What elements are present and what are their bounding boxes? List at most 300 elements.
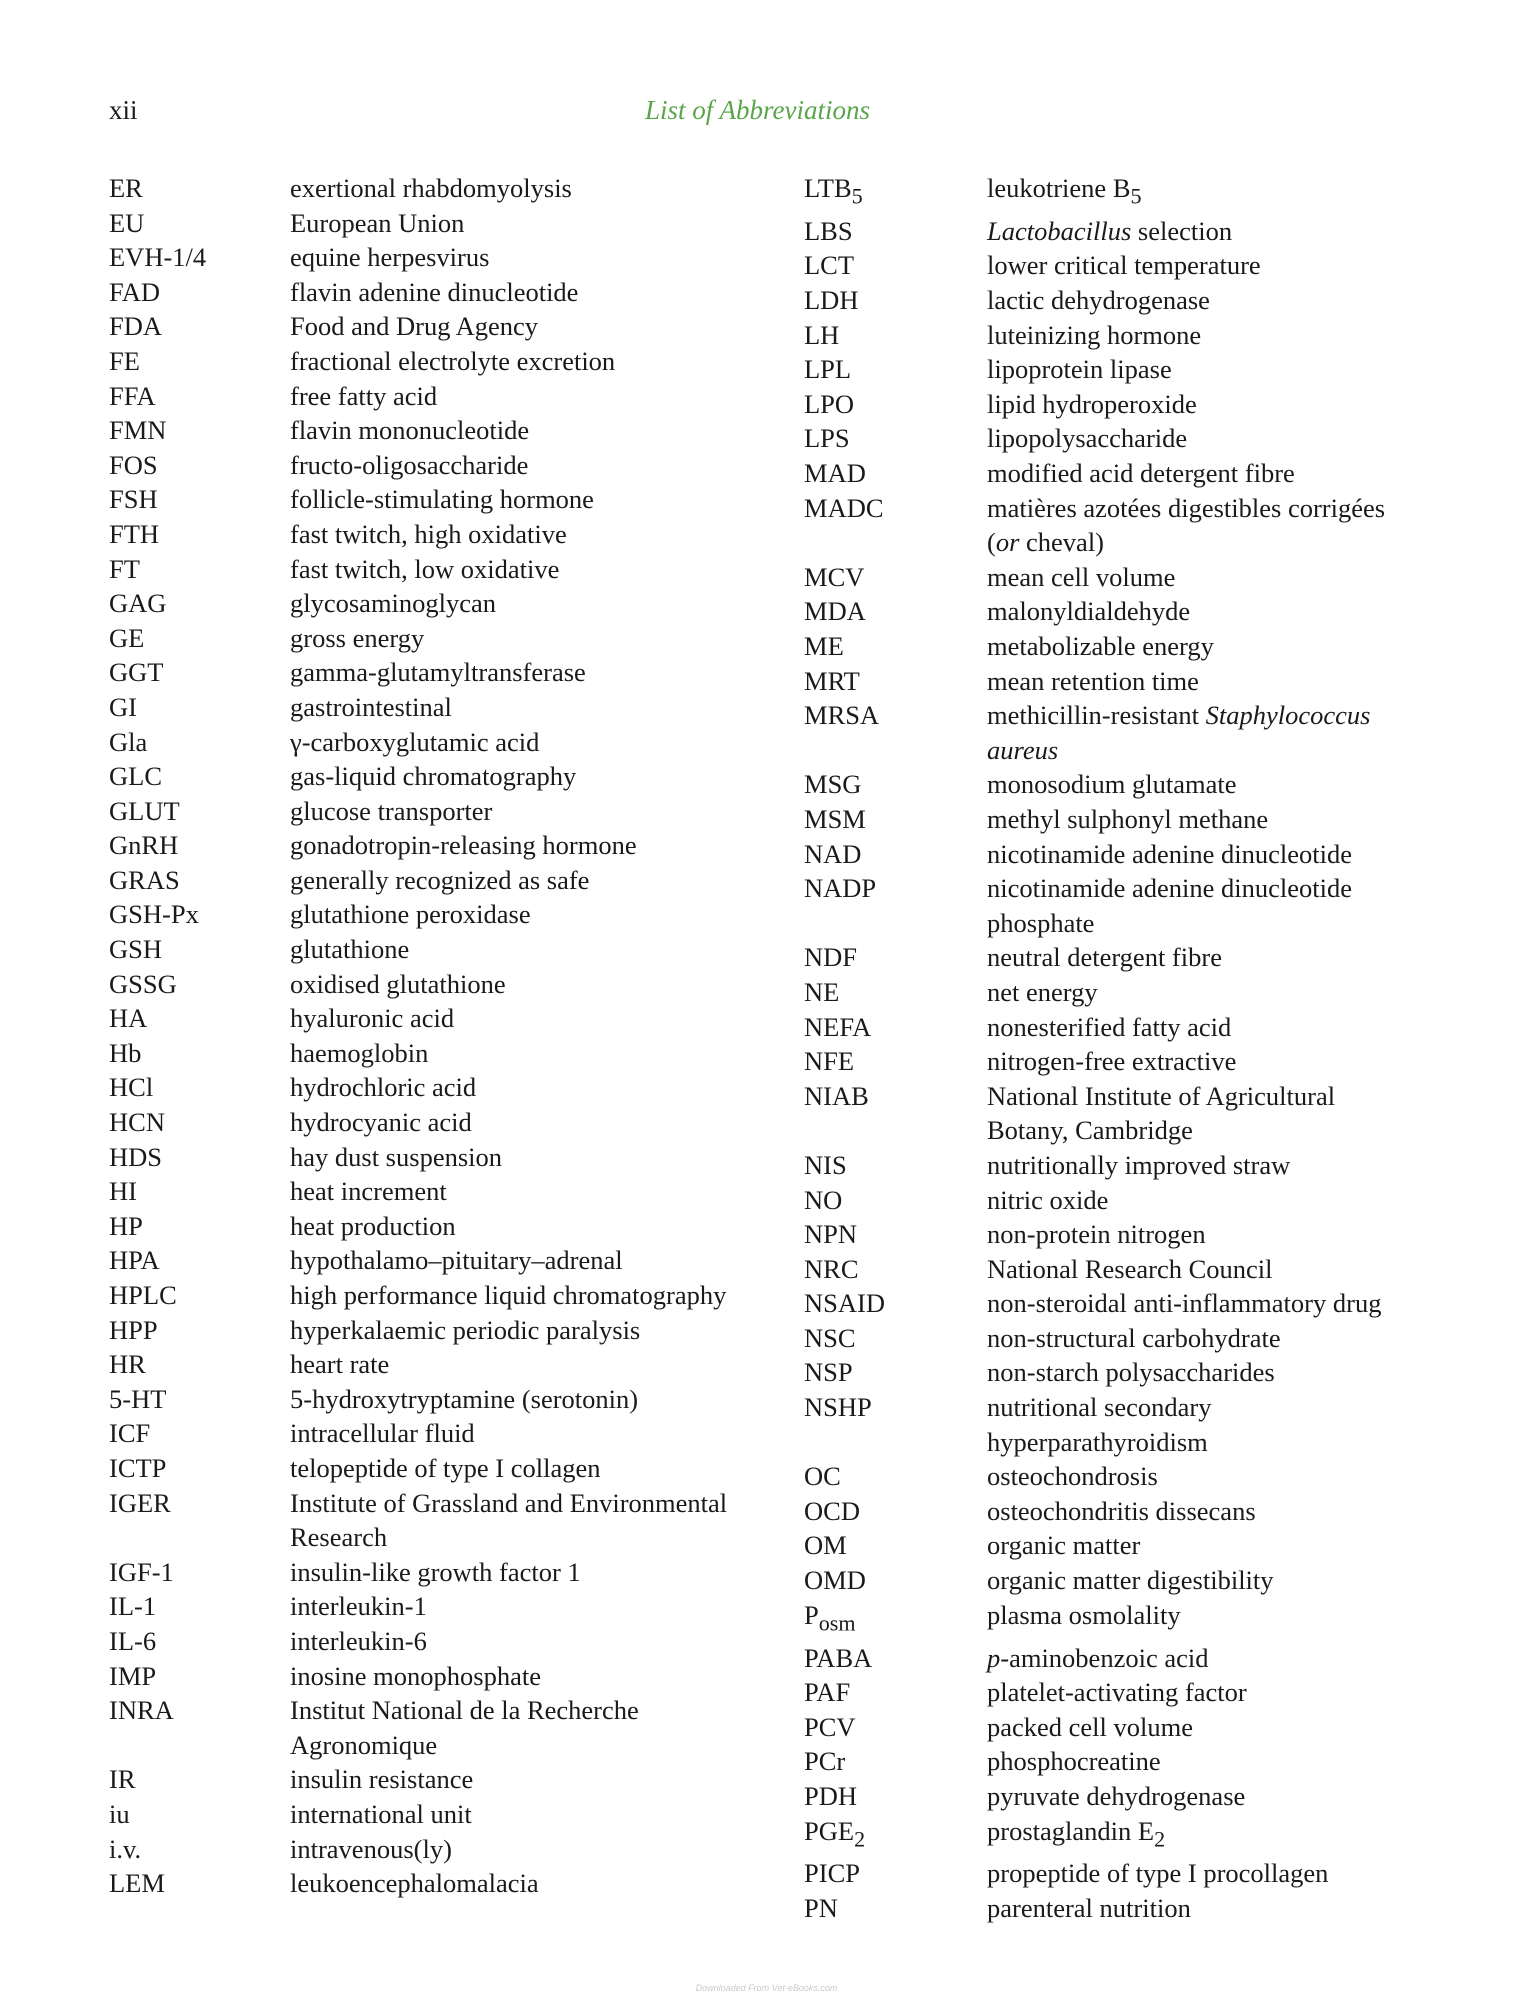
term-text: EVH-1/4 [109, 242, 207, 273]
abbreviation-term [109, 1451, 290, 1486]
definition-line [290, 1832, 799, 1867]
term-text: FE [109, 345, 140, 376]
abbreviation-entry [804, 1641, 1424, 1676]
abbreviation-entry [804, 1675, 1424, 1710]
definition-line [290, 897, 799, 932]
abbreviation-term [804, 1563, 987, 1598]
definition-text: lactic dehydrogenase [987, 285, 1210, 316]
abbreviation-definition [290, 275, 799, 310]
abbreviation-definition [290, 1486, 799, 1555]
abbreviation-entry [109, 863, 799, 898]
abbreviation-term [109, 1001, 290, 1036]
term-text: LH [804, 319, 840, 350]
abbreviation-definition [987, 1459, 1424, 1494]
term-text: GSH [109, 934, 163, 965]
abbreviation-entry [804, 491, 1424, 560]
term-text: FSH [109, 484, 158, 515]
abbreviation-definition [290, 1001, 799, 1036]
abbreviation-entry [109, 448, 799, 483]
definition-text: organic matter [987, 1530, 1141, 1561]
abbreviation-definition [987, 871, 1424, 940]
abbreviation-definition [987, 1563, 1424, 1598]
definition-text: monosodium glutamate [987, 769, 1237, 800]
abbreviation-definition [290, 1105, 799, 1140]
abbreviation-term [804, 1494, 987, 1529]
definition-text: osteochondritis dissecans [987, 1495, 1256, 1526]
abbreviation-term [109, 309, 290, 344]
abbreviation-definition [290, 932, 799, 967]
term-text: NFE [804, 1046, 855, 1077]
definition-line [290, 1624, 799, 1659]
abbreviation-entry [804, 1390, 1424, 1459]
abbreviation-definition [290, 1624, 799, 1659]
abbreviation-definition [987, 1528, 1424, 1563]
definition-text: hypothalamo–pituitary–adrenal [290, 1245, 623, 1276]
term-text: GSH-Px [109, 899, 199, 930]
definition-text: pyruvate dehydrogenase [987, 1780, 1246, 1811]
term-text: i.v. [109, 1833, 142, 1864]
definition-line [987, 491, 1424, 526]
abbreviation-definition [290, 586, 799, 621]
abbreviation-definition [987, 318, 1424, 353]
abbreviation-entry [109, 344, 799, 379]
abbreviation-term [109, 1347, 290, 1382]
definition-text: methicillin-resistant [987, 700, 1206, 731]
term-text: LTB [804, 173, 852, 203]
abbreviation-entry [804, 456, 1424, 491]
abbreviation-entry [804, 767, 1424, 802]
abbreviation-term [109, 1693, 290, 1762]
definition-line [290, 1105, 799, 1140]
term-text: LPS [804, 423, 850, 454]
abbreviation-definition [987, 456, 1424, 491]
abbreviation-definition [987, 698, 1424, 767]
abbreviation-entry [109, 1693, 799, 1762]
abbreviation-entry [804, 664, 1424, 699]
abbreviation-entry [109, 690, 799, 725]
abbreviation-term [804, 1321, 987, 1356]
abbreviation-definition [987, 560, 1424, 595]
abbreviation-entry [109, 1140, 799, 1175]
abbreviation-term [109, 655, 290, 690]
abbreviation-entry [109, 897, 799, 932]
definition-italic: Lactobacillus [987, 215, 1132, 246]
definition-line [987, 1148, 1424, 1183]
abbreviation-entry [804, 387, 1424, 422]
abbreviation-definition [290, 1589, 799, 1624]
definition-text: hyperkalaemic periodic paralysis [290, 1314, 641, 1345]
abbreviation-definition [987, 1355, 1424, 1390]
term-text: HI [109, 1176, 137, 1207]
definition-text: nicotinamide adenine dinucleotide [987, 873, 1352, 904]
abbreviation-term [804, 664, 987, 699]
abbreviation-entry [804, 1459, 1424, 1494]
definition-text: Botany, Cambridge [987, 1115, 1193, 1146]
definition-line [290, 517, 799, 552]
definition-line [290, 759, 799, 794]
term-text: LPO [804, 388, 855, 419]
term-text: PCr [804, 1746, 846, 1777]
term-text: HPA [109, 1245, 160, 1276]
definition-text: fast twitch, low oxidative [290, 553, 560, 584]
abbreviation-definition [290, 1140, 799, 1175]
term-text: HA [109, 1003, 148, 1034]
abbreviation-term [804, 837, 987, 872]
abbreviation-entry [804, 1321, 1424, 1356]
definition-text: leukoencephalomalacia [290, 1868, 539, 1899]
term-text: PGE [804, 1815, 855, 1846]
abbreviation-definition [987, 214, 1424, 249]
abbreviation-term [109, 1382, 290, 1417]
term-subscript: 2 [854, 1825, 866, 1851]
abbreviation-definition [290, 1659, 799, 1694]
definition-text: Institute of Grassland and Environmental [290, 1487, 728, 1518]
term-text: HCN [109, 1107, 165, 1138]
term-text: GGT [109, 657, 164, 688]
abbreviation-term [804, 1183, 987, 1218]
definition-text: exertional rhabdomyolysis [290, 173, 572, 203]
term-text: MSG [804, 769, 862, 800]
definition-text: Institut National de la Recherche [290, 1695, 639, 1726]
definition-text: fractional electrolyte excretion [290, 345, 616, 376]
definition-text: nitrogen-free extractive [987, 1046, 1237, 1077]
abbreviation-term [804, 871, 987, 940]
abbreviation-entry [109, 1070, 799, 1105]
abbreviation-entry [109, 1624, 799, 1659]
definition-text: -aminobenzoic acid [1000, 1642, 1209, 1673]
abbreviation-term [109, 897, 290, 932]
definition-text: non-structural carbohydrate [987, 1322, 1281, 1353]
abbreviation-entry [109, 552, 799, 587]
abbreviation-entry [804, 1079, 1424, 1148]
abbreviation-entry [109, 1797, 799, 1832]
page-number: xii [109, 95, 138, 125]
abbreviation-entry [109, 1036, 799, 1071]
term-text: IL-1 [109, 1591, 157, 1622]
abbreviation-term [804, 1856, 987, 1891]
definition-line [987, 837, 1424, 872]
term-text: FMN [109, 415, 167, 446]
abbreviation-definition [987, 248, 1424, 283]
term-text: FT [109, 553, 140, 584]
abbreviation-entry [109, 1313, 799, 1348]
abbreviation-term [109, 1486, 290, 1555]
term-text: HPP [109, 1314, 158, 1345]
abbreviation-definition [290, 1555, 799, 1590]
abbreviation-entry [109, 1347, 799, 1382]
definition-line [987, 975, 1424, 1010]
abbreviation-definition [290, 1070, 799, 1105]
definition-line [290, 1313, 799, 1348]
definition-text: gonadotropin-releasing hormone [290, 830, 637, 861]
abbreviation-term [109, 1589, 290, 1624]
definition-line [290, 1762, 799, 1797]
abbreviation-term [109, 1209, 290, 1244]
definition-line [987, 802, 1424, 837]
definition-text: equine herpesvirus [290, 242, 490, 273]
definition-text: fast twitch, high oxidative [290, 518, 567, 549]
abbreviation-definition [290, 967, 799, 1002]
definition-italic: or [995, 527, 1020, 558]
abbreviation-definition [987, 387, 1424, 422]
term-text: FDA [109, 311, 163, 342]
definition-text: organic matter digestibility [987, 1565, 1274, 1596]
abbreviation-definition [290, 1209, 799, 1244]
definition-text: interleukin-1 [290, 1591, 427, 1622]
definition-text: intracellular fluid [290, 1418, 475, 1449]
definition-line [290, 1278, 799, 1313]
abbreviation-entry [109, 1243, 799, 1278]
abbreviation-entry [109, 828, 799, 863]
definition-text: plasma osmolality [987, 1599, 1181, 1630]
abbreviation-term [109, 863, 290, 898]
definition-line [987, 1598, 1424, 1633]
term-text: PDH [804, 1780, 858, 1811]
abbreviation-definition [987, 1598, 1424, 1641]
definition-text: leukotriene B [987, 173, 1131, 203]
abbreviation-definition [290, 1762, 799, 1797]
abbreviation-definition [987, 1779, 1424, 1814]
abbreviation-term [109, 171, 290, 206]
term-text: NSP [804, 1357, 853, 1388]
abbreviation-term [804, 1010, 987, 1045]
definition-text: glycosaminoglycan [290, 588, 497, 619]
definition-text: National Institute of Agricultural [987, 1080, 1336, 1111]
abbreviation-column-left [109, 171, 799, 1901]
abbreviation-entry [109, 621, 799, 656]
definition-line [987, 664, 1424, 699]
term-text: NO [804, 1184, 843, 1215]
definition-text: mean retention time [987, 665, 1199, 696]
abbreviation-definition [290, 482, 799, 517]
abbreviation-entry [109, 1659, 799, 1694]
term-text: NE [804, 976, 840, 1007]
definition-text: intravenous(ly) [290, 1833, 452, 1864]
abbreviation-entry [804, 421, 1424, 456]
abbreviation-definition [987, 940, 1424, 975]
definition-text: telopeptide of type I collagen [290, 1452, 601, 1483]
definition-line [987, 248, 1424, 283]
abbreviation-definition [987, 1856, 1424, 1891]
definition-text: cheval) [1019, 527, 1105, 558]
term-text: NPN [804, 1219, 858, 1250]
abbreviation-entry [109, 171, 799, 206]
abbreviation-term [804, 560, 987, 595]
definition-line [290, 413, 799, 448]
abbreviation-term [804, 1148, 987, 1183]
abbreviation-entry [804, 1148, 1424, 1183]
term-text: MSM [804, 803, 866, 834]
abbreviation-term [109, 1174, 290, 1209]
abbreviation-term [804, 387, 987, 422]
term-text: 5-HT [109, 1383, 167, 1414]
definition-line [987, 1425, 1424, 1460]
term-text: HCl [109, 1072, 154, 1103]
abbreviation-entry [109, 240, 799, 275]
definition-line [290, 1728, 799, 1763]
abbreviation-entry [804, 1286, 1424, 1321]
definition-line [290, 1659, 799, 1694]
definition-line [290, 1001, 799, 1036]
term-text: IGER [109, 1487, 171, 1518]
definition-text: osteochondrosis [987, 1461, 1158, 1492]
definition-text: Research [290, 1522, 388, 1553]
term-text: GAG [109, 588, 167, 619]
definition-line [290, 621, 799, 656]
abbreviation-term [109, 413, 290, 448]
definition-text: follicle-stimulating hormone [290, 484, 594, 515]
term-text: ER [109, 173, 143, 203]
abbreviation-definition [290, 1278, 799, 1313]
term-text: ICTP [109, 1452, 167, 1483]
abbreviation-entry [804, 283, 1424, 318]
abbreviation-entry [804, 1779, 1424, 1814]
definition-text: luteinizing hormone [987, 319, 1202, 350]
abbreviation-entry [804, 1183, 1424, 1218]
definition-text: European Union [290, 207, 465, 238]
abbreviation-entry [109, 206, 799, 241]
definition-line [290, 1036, 799, 1071]
abbreviation-entry [109, 1486, 799, 1555]
abbreviation-entry [804, 975, 1424, 1010]
abbreviation-entry [109, 1382, 799, 1417]
abbreviation-term [804, 1390, 987, 1459]
abbreviation-entry [109, 309, 799, 344]
abbreviation-entry [804, 352, 1424, 387]
definition-line [987, 1113, 1424, 1148]
definition-line [290, 794, 799, 829]
abbreviation-definition [290, 309, 799, 344]
definition-text: nicotinamide adenine dinucleotide [987, 838, 1352, 869]
definition-line [290, 379, 799, 414]
definition-text: oxidised glutathione [290, 968, 506, 999]
abbreviation-definition [290, 379, 799, 414]
abbreviation-term [109, 1036, 290, 1071]
definition-line [290, 655, 799, 690]
page-header [109, 95, 1406, 135]
definition-line [290, 1486, 799, 1521]
abbreviation-term [804, 1528, 987, 1563]
abbreviation-definition [290, 1382, 799, 1417]
definition-line [290, 932, 799, 967]
term-text: NDF [804, 942, 858, 973]
abbreviation-term [804, 318, 987, 353]
abbreviation-term [804, 1710, 987, 1745]
abbreviation-definition [290, 621, 799, 656]
term-text: Hb [109, 1037, 142, 1068]
term-text: MCV [804, 561, 865, 592]
term-text: LCT [804, 250, 855, 281]
abbreviation-definition [987, 664, 1424, 699]
abbreviation-definition [290, 794, 799, 829]
abbreviation-term [804, 698, 987, 767]
abbreviation-term [109, 1243, 290, 1278]
abbreviation-entry [109, 1832, 799, 1867]
abbreviation-term [109, 759, 290, 794]
abbreviation-definition [290, 344, 799, 379]
term-text: OC [804, 1461, 841, 1492]
term-text: NSAID [804, 1288, 885, 1319]
abbreviation-definition [987, 1044, 1424, 1079]
abbreviation-term [109, 448, 290, 483]
abbreviation-term [109, 517, 290, 552]
term-text: HPLC [109, 1280, 177, 1310]
definition-line [987, 525, 1424, 560]
abbreviation-definition [290, 828, 799, 863]
definition-line [290, 1243, 799, 1278]
definition-italic: p [987, 1642, 1001, 1673]
abbreviation-term [804, 975, 987, 1010]
abbreviation-entry [804, 837, 1424, 872]
definition-line [987, 1494, 1424, 1529]
abbreviation-definition [987, 1321, 1424, 1356]
definition-text: gamma-glutamyltransferase [290, 657, 586, 688]
definition-subscript: 2 [1154, 1825, 1166, 1851]
term-text: PABA [804, 1642, 873, 1673]
abbreviation-definition [290, 1416, 799, 1451]
definition-line [290, 552, 799, 587]
abbreviation-entry [109, 586, 799, 621]
abbreviation-entry [109, 517, 799, 552]
abbreviation-entry [804, 560, 1424, 595]
term-text: LEM [109, 1868, 165, 1899]
abbreviation-definition [290, 552, 799, 587]
abbreviation-definition [290, 240, 799, 275]
definition-line [987, 594, 1424, 629]
definition-line [987, 283, 1424, 318]
definition-text: nonesterified fatty acid [987, 1011, 1232, 1042]
term-text: PICP [804, 1858, 860, 1889]
definition-line [290, 863, 799, 898]
definition-text: selection [1131, 215, 1233, 246]
abbreviation-definition [987, 352, 1424, 387]
abbreviation-term [109, 794, 290, 829]
definition-text: inosine monophosphate [290, 1660, 541, 1691]
definition-text: Agronomique [290, 1729, 438, 1760]
definition-line [987, 1321, 1424, 1356]
abbreviation-term [109, 1659, 290, 1694]
definition-text: heart rate [290, 1349, 390, 1380]
abbreviation-definition [987, 1217, 1424, 1252]
abbreviation-term [109, 1278, 290, 1313]
definition-text: insulin resistance [290, 1764, 474, 1795]
definition-line [987, 940, 1424, 975]
abbreviation-definition [290, 725, 799, 760]
term-subscript: 5 [851, 183, 863, 209]
definition-text: platelet-activating factor [987, 1677, 1247, 1708]
definition-line [290, 828, 799, 863]
definition-text: non-protein nitrogen [987, 1219, 1206, 1250]
abbreviation-definition [987, 837, 1424, 872]
abbreviation-term [109, 344, 290, 379]
term-text: OCD [804, 1495, 860, 1526]
abbreviation-entry [804, 1252, 1424, 1287]
abbreviation-term [109, 482, 290, 517]
definition-text: nutritionally improved straw [987, 1149, 1291, 1180]
definition-text: hydrocyanic acid [290, 1107, 472, 1138]
definition-text: nutritional secondary [987, 1392, 1212, 1423]
definition-text: non-starch polysaccharides [987, 1357, 1275, 1388]
term-text: LBS [804, 215, 853, 246]
abbreviation-term [109, 621, 290, 656]
definition-line [987, 1252, 1424, 1287]
term-subscript: osm [818, 1609, 856, 1635]
definition-text: lipopolysaccharide [987, 423, 1188, 454]
definition-line [987, 1044, 1424, 1079]
definition-line [987, 1814, 1424, 1857]
abbreviation-definition [290, 413, 799, 448]
abbreviation-entry [109, 1209, 799, 1244]
